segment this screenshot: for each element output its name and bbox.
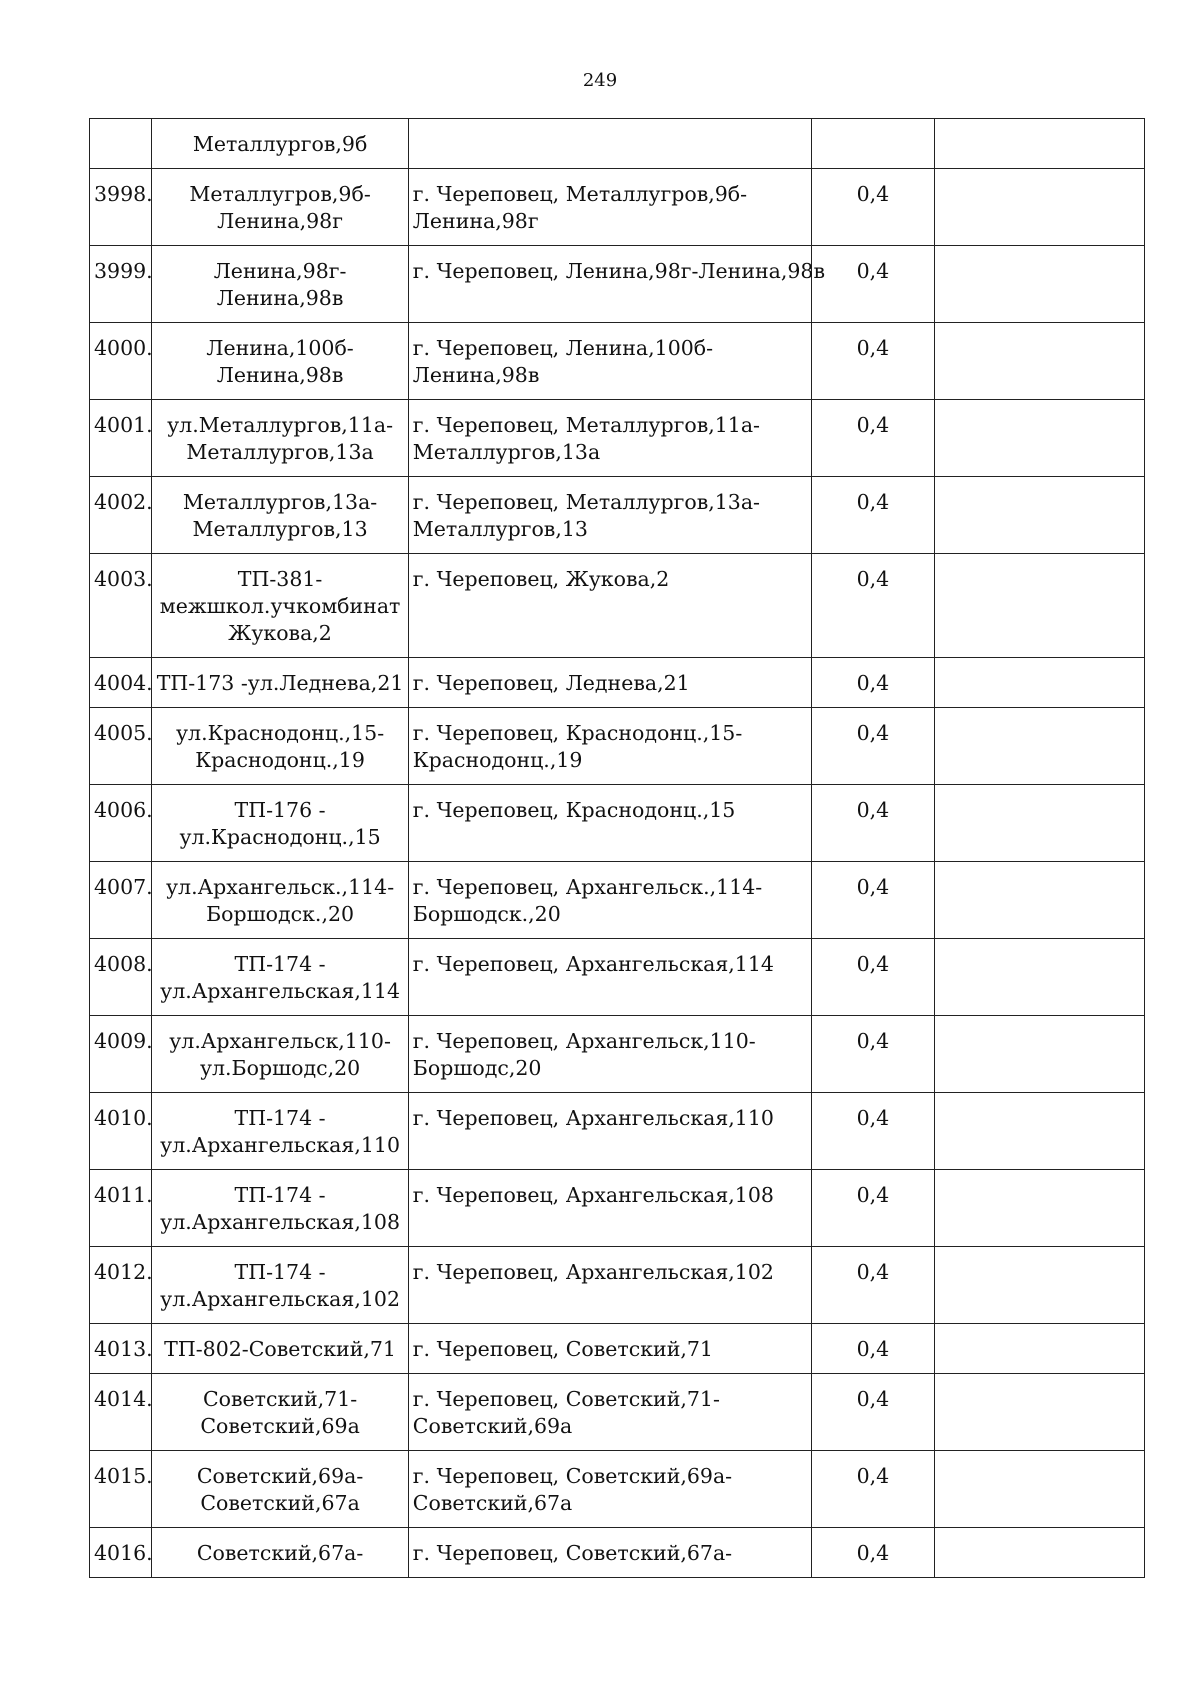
address-text: г. Череповец, Жукова,2 — [412, 567, 670, 591]
table-row — [90, 1528, 1145, 1578]
address-text: г. Череповец, Архангельская,102 — [412, 1260, 774, 1284]
voltage-value: 0,4 — [856, 1106, 890, 1130]
row-number-cell — [90, 323, 152, 400]
line-name-text: межшкол.учкомбинат — [159, 594, 401, 618]
voltage-value: 0,4 — [856, 1183, 890, 1207]
line-name-text: ул.Архангельск,110- — [169, 1029, 391, 1053]
voltage-value: 0,4 — [856, 336, 890, 360]
line-name-cell — [152, 477, 408, 554]
voltage-cell — [812, 1451, 935, 1528]
extra-cell — [934, 554, 1144, 658]
voltage-cell — [812, 862, 935, 939]
line-name-cell — [152, 1528, 408, 1578]
row-number-cell — [90, 119, 152, 169]
row-number: 3999. — [94, 259, 153, 283]
extra-cell — [934, 477, 1144, 554]
line-name-text: Советский,69а- — [196, 1464, 364, 1488]
row-number-cell — [90, 862, 152, 939]
address-text: Металлургов,13 — [412, 517, 588, 541]
voltage-cell — [812, 658, 935, 708]
voltage-cell — [812, 1374, 935, 1451]
line-name-cell — [152, 708, 408, 785]
line-name-cell — [152, 1324, 408, 1374]
extra-cell — [934, 1528, 1144, 1578]
row-number: 4015. — [94, 1464, 153, 1488]
voltage-value: 0,4 — [856, 1464, 890, 1488]
row-number: 4002. — [94, 490, 153, 514]
line-name-text: Ленина,98в — [216, 286, 344, 310]
address-cell — [408, 939, 811, 1016]
address-text: г. Череповец, Металлугров,9б- — [412, 182, 748, 206]
address-cell — [408, 554, 811, 658]
extra-cell — [934, 862, 1144, 939]
voltage-cell — [812, 1324, 935, 1374]
address-text: Краснодонц.,19 — [412, 748, 583, 772]
address-cell — [408, 862, 811, 939]
row-number-cell — [90, 477, 152, 554]
line-name-text: ТП-381- — [237, 567, 323, 591]
voltage-value: 0,4 — [856, 671, 890, 695]
row-number-cell — [90, 1324, 152, 1374]
line-name-cell — [152, 862, 408, 939]
extra-cell — [934, 708, 1144, 785]
address-text: г. Череповец, Ленина,100б- — [412, 336, 714, 360]
table-row — [90, 169, 1145, 246]
line-name-text: Жукова,2 — [228, 621, 332, 645]
address-text: Советский,67а — [412, 1491, 573, 1515]
table-row — [90, 1093, 1145, 1170]
line-name-text: Металлургов,13а — [186, 440, 374, 464]
line-name-text: ул.Архангельская,110 — [160, 1133, 400, 1157]
extra-cell — [934, 400, 1144, 477]
line-name-text: ул.Архангельская,108 — [160, 1210, 400, 1234]
voltage-value: 0,4 — [856, 1337, 890, 1361]
row-number: 4014. — [94, 1387, 153, 1411]
address-text: г. Череповец, Архангельск,110- — [412, 1029, 756, 1053]
table-row — [90, 1451, 1145, 1528]
address-text: г. Череповец, Советский,69а- — [412, 1464, 733, 1488]
voltage-value: 0,4 — [856, 490, 890, 514]
line-name-text: ул.Боршодс,20 — [199, 1056, 361, 1080]
voltage-value: 0,4 — [856, 1029, 890, 1053]
voltage-cell — [812, 477, 935, 554]
extra-cell — [934, 1247, 1144, 1324]
voltage-cell — [812, 1247, 935, 1324]
line-name-text: ТП-173 -ул.Леднева,21 — [156, 671, 404, 695]
address-text: г. Череповец, Архангельск.,114- — [412, 875, 763, 899]
voltage-value: 0,4 — [856, 1541, 890, 1565]
address-cell — [408, 1451, 811, 1528]
line-name-cell — [152, 1170, 408, 1247]
address-cell — [408, 246, 826, 323]
voltage-value: 0,4 — [856, 259, 890, 283]
voltage-value: 0,4 — [856, 413, 890, 437]
table-row — [90, 1170, 1145, 1247]
row-number-cell — [90, 1528, 152, 1578]
row-number-cell — [90, 1374, 152, 1451]
line-name-text: Металлургов,13 — [192, 517, 368, 541]
address-text: г. Череповец, Советский,71 — [412, 1337, 713, 1361]
table-row — [90, 119, 1145, 169]
line-name-cell — [152, 939, 408, 1016]
extra-cell — [934, 323, 1144, 400]
extra-cell — [934, 1170, 1144, 1247]
table-row — [90, 554, 1145, 658]
registry-table-body — [90, 119, 1145, 1578]
page-number: 249 — [582, 70, 618, 91]
voltage-cell — [812, 400, 935, 477]
line-name-cell — [152, 658, 408, 708]
table-row — [90, 1247, 1145, 1324]
voltage-value: 0,4 — [856, 721, 890, 745]
row-number-cell — [90, 169, 152, 246]
line-name-text: Советский,67а — [200, 1491, 360, 1515]
address-text: г. Череповец, Ленина,98г-Ленина,98в — [412, 259, 826, 283]
address-text: г. Череповец, Краснодонц.,15 — [412, 798, 736, 822]
table-row — [90, 785, 1145, 862]
address-text: Боршодск.,20 — [412, 902, 561, 926]
voltage-value: 0,4 — [856, 567, 890, 591]
extra-cell — [934, 169, 1144, 246]
line-name-cell — [152, 169, 408, 246]
line-name-text: Металлургов,9б — [192, 132, 368, 156]
voltage-value: 0,4 — [856, 875, 890, 899]
address-text: Ленина,98г — [412, 209, 539, 233]
voltage-cell — [812, 323, 935, 400]
voltage-cell — [812, 1528, 935, 1578]
address-cell — [408, 1324, 811, 1374]
line-name-cell — [152, 1247, 408, 1324]
address-text: г. Череповец, Архангельская,114 — [412, 952, 774, 976]
address-text: Советский,69а — [412, 1414, 573, 1438]
line-name-cell — [152, 1093, 408, 1170]
line-name-text: Краснодонц.,19 — [195, 748, 365, 772]
line-name-cell — [152, 1451, 408, 1528]
extra-cell — [934, 1016, 1144, 1093]
row-number-cell — [90, 658, 152, 708]
row-number: 3998. — [94, 182, 153, 206]
line-name-text: Боршодск.,20 — [206, 902, 355, 926]
row-number: 4000. — [94, 336, 153, 360]
address-cell — [408, 400, 811, 477]
row-number: 4013. — [94, 1337, 153, 1361]
address-cell — [408, 1247, 811, 1324]
address-text: Боршодс,20 — [412, 1056, 542, 1080]
table-row — [90, 939, 1145, 1016]
address-text: г. Череповец, Краснодонц.,15- — [412, 721, 743, 745]
row-number-cell — [90, 939, 152, 1016]
row-number-cell — [90, 246, 152, 323]
voltage-value: 0,4 — [856, 182, 890, 206]
address-text: г. Череповец, Советский,71- — [412, 1387, 720, 1411]
line-name-text: ул.Металлургов,11а- — [167, 413, 394, 437]
address-text: Металлургов,13а — [412, 440, 601, 464]
line-name-text: Советский,67а- — [196, 1541, 364, 1565]
line-name-text: ул.Архангельская,102 — [160, 1287, 400, 1311]
line-name-cell — [152, 1374, 408, 1451]
row-number: 4006. — [94, 798, 153, 822]
line-name-cell — [152, 246, 408, 323]
line-name-text: ТП-174 - — [234, 1260, 326, 1284]
address-cell — [408, 1374, 811, 1451]
address-cell — [408, 1528, 811, 1578]
address-cell — [408, 169, 811, 246]
voltage-cell — [812, 1016, 935, 1093]
extra-cell — [934, 1451, 1144, 1528]
row-number: 4012. — [94, 1260, 153, 1284]
row-number: 4008. — [94, 952, 153, 976]
address-text: г. Череповец, Леднева,21 — [412, 671, 690, 695]
voltage-cell — [812, 1093, 935, 1170]
row-number: 4011. — [94, 1183, 153, 1207]
voltage-cell — [812, 708, 935, 785]
voltage-cell — [812, 939, 935, 1016]
table-row — [90, 246, 1145, 323]
voltage-cell — [812, 119, 935, 169]
line-name-text: ТП-174 - — [234, 1183, 326, 1207]
extra-cell — [934, 119, 1144, 169]
line-name-cell — [152, 554, 408, 658]
voltage-value: 0,4 — [856, 952, 890, 976]
row-number: 4016. — [94, 1541, 153, 1565]
row-number-cell — [90, 1170, 152, 1247]
voltage-cell — [812, 1170, 935, 1247]
address-cell — [408, 1093, 811, 1170]
address-cell — [408, 119, 811, 169]
row-number: 4005. — [94, 721, 153, 745]
table-row — [90, 323, 1145, 400]
extra-cell — [934, 246, 1144, 323]
address-cell — [408, 658, 811, 708]
voltage-cell — [812, 554, 935, 658]
table-row — [90, 400, 1145, 477]
row-number: 4007. — [94, 875, 153, 899]
address-text: г. Череповец, Советский,67а- — [412, 1541, 733, 1565]
line-name-text: Металлугров,9б- — [189, 182, 371, 206]
line-name-text: Ленина,98г- — [213, 259, 347, 283]
table-row — [90, 477, 1145, 554]
line-name-cell — [152, 785, 408, 862]
line-name-text: ул.Краснодонц.,15- — [175, 721, 385, 745]
line-name-cell — [152, 323, 408, 400]
row-number-cell — [90, 785, 152, 862]
voltage-cell — [812, 785, 935, 862]
table-row — [90, 862, 1145, 939]
line-name-text: Ленина,98в — [216, 363, 344, 387]
line-name-text: Металлургов,13а- — [182, 490, 378, 514]
row-number-cell — [90, 1093, 152, 1170]
table-row — [90, 708, 1145, 785]
row-number: 4009. — [94, 1029, 153, 1053]
row-number: 4003. — [94, 567, 153, 591]
line-name-cell — [152, 119, 408, 169]
address-cell — [408, 1016, 811, 1093]
row-number-cell — [90, 400, 152, 477]
row-number-cell — [90, 1247, 152, 1324]
row-number-cell — [90, 1016, 152, 1093]
extra-cell — [934, 1093, 1144, 1170]
extra-cell — [934, 939, 1144, 1016]
registry-table — [89, 118, 1145, 1578]
address-text: г. Череповец, Металлургов,13а- — [412, 490, 760, 514]
address-cell — [408, 785, 811, 862]
table-row — [90, 1374, 1145, 1451]
row-number: 4010. — [94, 1106, 153, 1130]
table-row — [90, 1324, 1145, 1374]
row-number-cell — [90, 708, 152, 785]
line-name-cell — [152, 1016, 408, 1093]
address-cell — [408, 477, 811, 554]
line-name-cell — [152, 400, 408, 477]
line-name-text: ТП-174 - — [234, 952, 326, 976]
line-name-text: ул.Краснодонц.,15 — [179, 825, 381, 849]
extra-cell — [934, 785, 1144, 862]
address-text: г. Череповец, Металлургов,11а- — [412, 413, 760, 437]
voltage-value: 0,4 — [856, 798, 890, 822]
address-text: г. Череповец, Архангельская,108 — [412, 1183, 774, 1207]
line-name-text: ТП-176 - — [234, 798, 326, 822]
line-name-text: Советский,69а — [200, 1414, 360, 1438]
row-number: 4001. — [94, 413, 153, 437]
address-text: г. Череповец, Архангельская,110 — [412, 1106, 774, 1130]
voltage-cell — [812, 246, 935, 323]
address-cell — [408, 323, 811, 400]
line-name-text: ул.Архангельск.,114- — [166, 875, 395, 899]
row-number: 4004. — [94, 671, 153, 695]
row-number-cell — [90, 1451, 152, 1528]
row-number-cell — [90, 554, 152, 658]
line-name-text: ТП-174 - — [234, 1106, 326, 1130]
table-row — [90, 658, 1145, 708]
line-name-text: ул.Архангельская,114 — [160, 979, 400, 1003]
voltage-value: 0,4 — [856, 1260, 890, 1284]
line-name-text: Ленина,100б- — [206, 336, 354, 360]
line-name-text: ТП-802-Советский,71 — [164, 1337, 396, 1361]
voltage-cell — [812, 169, 935, 246]
extra-cell — [934, 1324, 1144, 1374]
line-name-text: Советский,71- — [202, 1387, 358, 1411]
address-cell — [408, 708, 811, 785]
address-cell — [408, 1170, 811, 1247]
line-name-text: Ленина,98г — [217, 209, 343, 233]
extra-cell — [934, 1374, 1144, 1451]
address-text: Ленина,98в — [412, 363, 540, 387]
voltage-value: 0,4 — [856, 1387, 890, 1411]
extra-cell — [934, 658, 1144, 708]
table-row — [90, 1016, 1145, 1093]
